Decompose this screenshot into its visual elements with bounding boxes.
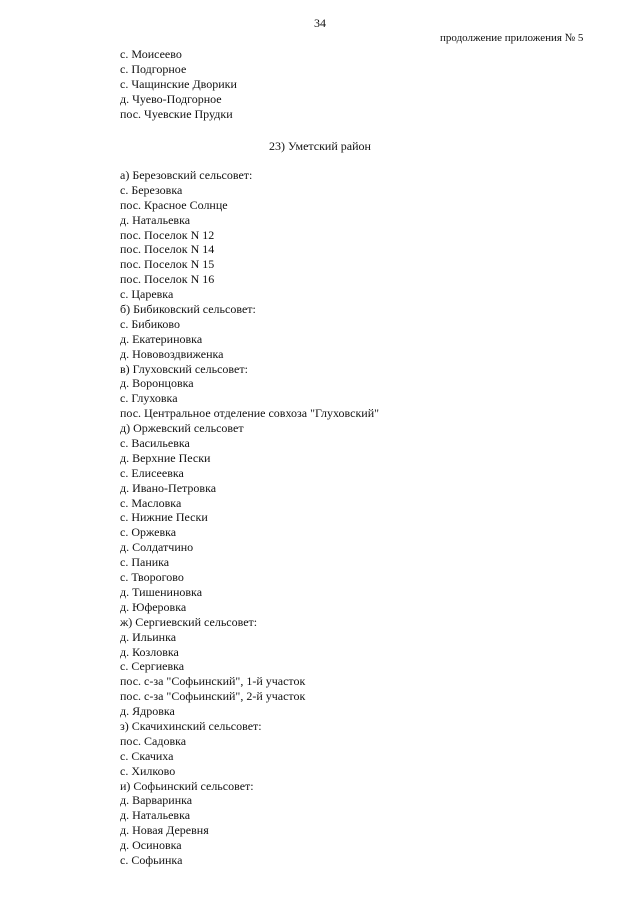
list-item: с. Васильевка bbox=[120, 436, 190, 451]
list-item: с. Чащинские Дворики bbox=[120, 76, 237, 91]
list-item: с. Оржевка bbox=[120, 525, 177, 540]
settlement-list bbox=[120, 168, 379, 868]
list-item: б) Бибиковский сельсовет: bbox=[120, 302, 256, 317]
list-item: д. Ядровка bbox=[120, 704, 175, 719]
list-item: пос. Поселок N 14 bbox=[120, 242, 215, 257]
list-item: с. Глуховка bbox=[120, 391, 178, 406]
list-item: д. Воронцовка bbox=[120, 376, 194, 391]
list-item: д) Оржевский сельсовет bbox=[120, 421, 244, 436]
list-item: д. Осиновка bbox=[120, 838, 182, 853]
list-item: д. Тишениновка bbox=[120, 584, 203, 599]
top-list bbox=[120, 47, 237, 121]
list-item: д. Варваринка bbox=[120, 793, 193, 808]
list-item: с. Софьинка bbox=[120, 852, 183, 867]
list-item: пос. Садовка bbox=[120, 733, 187, 748]
list-item: с. Царевка bbox=[120, 287, 174, 302]
list-item: с. Паника bbox=[120, 555, 170, 570]
list-item: д. Натальевка bbox=[120, 212, 191, 227]
list-item: в) Глуховский сельсовет: bbox=[120, 361, 248, 376]
list-item: пос. с-за "Софьинский", 2-й участок bbox=[120, 689, 306, 704]
list-item: д. Юферовка bbox=[120, 599, 187, 614]
list-item: д. Верхние Пески bbox=[120, 450, 211, 465]
list-item: с. Масловка bbox=[120, 495, 182, 510]
continuation-note: продолжение приложения № 5 bbox=[440, 32, 584, 44]
list-item: ж) Сергиевский сельсовет: bbox=[120, 614, 258, 629]
list-item: и) Софьинский сельсовет: bbox=[120, 778, 254, 793]
page-number: 34 bbox=[314, 16, 326, 30]
list-item: пос. Поселок N 12 bbox=[120, 227, 215, 242]
list-item: с. Нижние Пески bbox=[120, 510, 208, 525]
list-item: д. Екатериновка bbox=[120, 331, 203, 346]
list-item: д. Солдатчино bbox=[120, 540, 194, 555]
list-item: с. Елисеевка bbox=[120, 465, 184, 480]
list-item: з) Скачихинский сельсовет: bbox=[120, 718, 262, 733]
list-item: с. Хилково bbox=[120, 763, 176, 778]
list-item: с. Бибиково bbox=[120, 316, 180, 331]
list-item: пос. Центральное отделение совхоза "Глуховский" bbox=[120, 406, 380, 421]
list-item: пос. Поселок N 15 bbox=[120, 257, 215, 272]
list-item: д. Чуево-Подгорное bbox=[120, 91, 222, 106]
list-item: с. Моисеево bbox=[120, 47, 182, 61]
list-item: д. Козловка bbox=[120, 644, 179, 659]
list-item: а) Березовский сельсовет: bbox=[120, 168, 253, 182]
list-item: пос. Чуевские Прудки bbox=[120, 106, 233, 121]
list-item: д. Новая Деревня bbox=[120, 823, 209, 838]
list-item: с. Березовка bbox=[120, 182, 183, 197]
list-item: д. Натальевка bbox=[120, 808, 191, 823]
list-item: с. Творогово bbox=[120, 570, 184, 585]
list-item: д. Ильинка bbox=[120, 629, 177, 644]
list-item: пос. Поселок N 16 bbox=[120, 272, 215, 287]
list-item: с. Скачиха bbox=[120, 748, 174, 763]
list-item: д. Нововоздвиженка bbox=[120, 346, 224, 361]
list-item: пос. с-за "Софьинский", 1-й участок bbox=[120, 674, 306, 689]
list-item: с. Подгорное bbox=[120, 61, 187, 76]
list-item: д. Ивано-Петровка bbox=[120, 480, 217, 495]
list-item: с. Сергиевка bbox=[120, 659, 185, 674]
district-title: 23) Уметский район bbox=[269, 139, 371, 153]
list-item: пос. Красное Солнце bbox=[120, 197, 228, 212]
